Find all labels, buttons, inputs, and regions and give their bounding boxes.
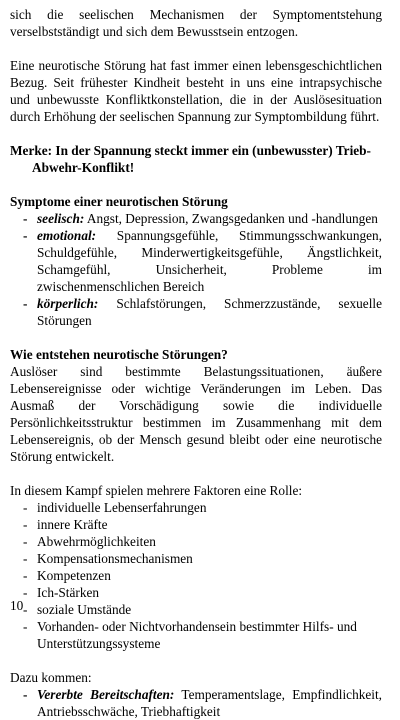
addition-term: Vererbte Bereitschaften:: [37, 687, 175, 702]
origin-heading: Wie entstehen neurotische Störungen?: [10, 347, 228, 362]
factor-item: - Kompetenzen: [10, 567, 382, 584]
symptom-item: [10, 295, 382, 329]
neurosis-paragraph: Eine neurotische Störung hat fast immer einen lebensgeschichtlichen Bezug. Seit frühester Kindheit besteht in uns eine intrapsychische und unbewusste Konfliktkonstellation, die in der Auslösesituation durch Erhöhung der seelischen Spannung zur Symptombildung führt.: [10, 58, 382, 124]
symptom-term: körperlich:: [37, 296, 99, 311]
symptom-text: Angst, Depression, Zwangsgedanken und -handlungen: [84, 211, 378, 226]
addition-intro: Dazu kommen:: [10, 670, 92, 685]
factor-item: - Vorhanden- oder Nichtvorhandensein bestimmter Hilfs- und Unterstützungssysteme: [10, 618, 382, 652]
addition-text: Temperamentslage, Empfindlichkeit, Antriebsschwäche, Triebhaftigkeit: [37, 687, 382, 719]
factor-item: - individuelle Lebenserfahrungen: [10, 499, 382, 516]
symptom-text: Spannungsgefühle, Stimmungsschwankungen, Schuldgefühle, Minderwertigkeitsgefühle, Ängstlichkeit, Schamgefühl, Unsicherheit, Probleme im zwischenmenschlichen Bereich: [37, 228, 382, 294]
merke-note: Merke: In der Spannung steckt immer ein (unbewusster) Trieb-Abwehr-Konflikt!: [10, 143, 371, 175]
intro-paragraph: sich die seelischen Mechanismen der Symptomentstehung verselbstständigt und sich dem Bewusstsein entzogen.: [10, 7, 382, 39]
symptom-term: seelisch:: [37, 211, 85, 226]
factor-item: - Ich-Stärken: [10, 584, 382, 601]
factors-intro: In diesem Kampf spielen mehrere Faktoren eine Rolle:: [10, 483, 303, 498]
factor-item: - innere Kräfte: [10, 516, 382, 533]
symptom-item: [10, 227, 382, 295]
symptoms-heading: Symptome einer neurotischen Störung: [10, 194, 228, 209]
factors-list: [10, 499, 382, 652]
factor-item: - Kompensationsmechanismen: [10, 550, 382, 567]
symptom-term: emotional:: [37, 228, 97, 243]
page-number: 10: [10, 598, 24, 613]
symptoms-list: [10, 210, 382, 329]
symptom-item: [10, 210, 382, 227]
factor-item: - Abwehrmöglichkeiten: [10, 533, 382, 550]
addition-list: [10, 686, 382, 720]
origin-paragraph: Auslöser sind bestimmte Belastungssituationen, äußere Lebensereignisse oder wichtige Veränderungen im Leben. Das Ausmaß der Vorschädigung sowie die individuelle Persönlichkeitsstruktur bestimmen im Zusammenhang mit dem Lebensereignis, ob der Mensch gesund bleibt oder eine neurotische Störung entwickelt.: [10, 364, 382, 464]
factor-item: - soziale Umstände: [10, 601, 382, 618]
symptom-text: Schlafstörungen, Schmerzzustände, sexuelle Störungen: [37, 296, 382, 328]
addition-item: [10, 686, 382, 720]
